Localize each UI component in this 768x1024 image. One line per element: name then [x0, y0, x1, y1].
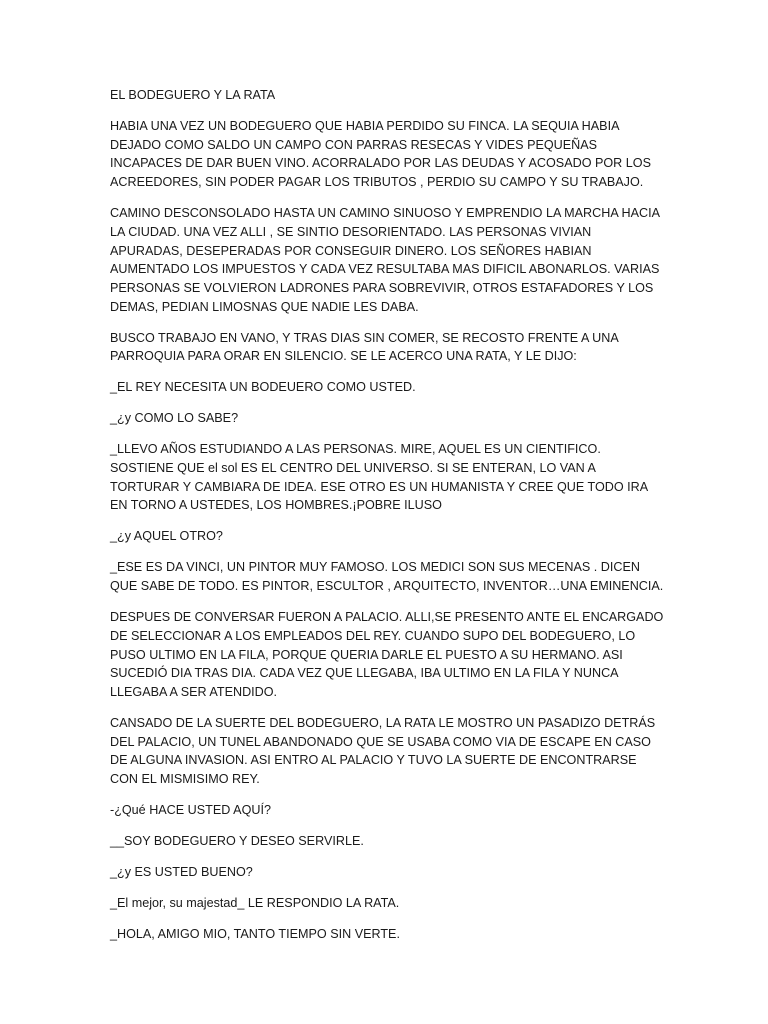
dialogue-line: _¿y COMO LO SABE?	[110, 411, 239, 426]
dialogue-line: _¿y AQUEL OTRO?	[110, 529, 223, 544]
document-body	[110, 86, 666, 956]
document-title: EL BODEGUERO Y LA RATA	[110, 88, 276, 102]
dialogue-line: _HOLA, AMIGO MIO, TANTO TIEMPO SIN VERTE.	[110, 927, 400, 942]
paragraph: BUSCO TRABAJO EN VANO, Y TRAS DIAS SIN COMER, SE RECOSTO FRENTE A UNA PARROQUIA PARA ORAR EN SILENCIO. SE LE ACERCO UNA RATA, Y LE DIJO:	[110, 330, 619, 364]
dialogue-line: _El mejor, su majestad_ LE RESPONDIO LA RATA.	[110, 896, 400, 911]
dialogue-line: __SOY BODEGUERO Y DESEO SERVIRLE.	[110, 834, 364, 849]
dialogue-line: _ESE ES DA VINCI, UN PINTOR MUY FAMOSO. LOS MEDICI SON SUS MECENAS . DICEN QUE SABE DE TODO. ES PINTOR, ESCULTOR , ARQUITECTO, INVENTOR…UNA EMINENCIA.	[110, 560, 664, 594]
dialogue-line: _¿y ES USTED BUENO?	[110, 865, 253, 880]
paragraph: CANSADO DE LA SUERTE DEL BODEGUERO, LA RATA LE MOSTRO UN PASADIZO DETRÁS DEL PALACIO, UN TUNEL ABANDONADO QUE SE USABA COMO VIA DE ESCAPE EN CASO DE ALGUNA INVASION. ASI ENTRO AL PALACIO Y TUVO LA SUERTE DE ENCONTRARSE CON EL MISMISIMO REY.	[110, 715, 656, 787]
dialogue-line: -¿Qué HACE USTED AQUÍ?	[110, 803, 271, 818]
paragraph: HABIA UNA VEZ UN BODEGUERO QUE HABIA PERDIDO SU FINCA. LA SEQUIA HABIA DEJADO COMO SALDO UN CAMPO CON PARRAS RESECAS Y VIDES PEQUEÑAS INCAPACES DE DAR BUEN VINO. ACORRALADO POR LAS DEUDAS Y ACOSADO POR LOS ACREEDORES, SIN PODER PAGAR LOS TRIBUTOS , PERDIO SU CAMPO Y SU TRABAJO.	[110, 119, 651, 190]
dialogue-line: _LLEVO AÑOS ESTUDIANDO A LAS PERSONAS. MIRE, AQUEL ES UN CIENTIFICO. SOSTIENE QUE el sol ES EL CENTRO DEL UNIVERSO. SI SE ENTERAN, LO VAN A TORTURAR Y CAMBIARA DE IDEA. ESE OTRO ES UN HUMANISTA Y CREE QUE TODO IRA EN TORNO A USTEDES, LOS HOMBRES.¡POBRE ILUSO	[110, 442, 648, 513]
paragraph: DESPUES DE CONVERSAR FUERON A PALACIO. ALLI,SE PRESENTO ANTE EL ENCARGADO DE SELECCIONAR A LOS EMPLEADOS DEL REY. CUANDO SUPO DEL BODEGUERO, LO PUSO ULTIMO EN LA FILA, PORQUE QUERIA DARLE EL PUESTO A SU HERMANO. ASI SUCEDIÓ DIA TRAS DIA. CADA VEZ QUE LLEGABA, IBA ULTIMO EN LA FILA Y NUNCA LLEGABA A SER ATENDIDO.	[110, 610, 664, 699]
paragraph: CAMINO DESCONSOLADO HASTA UN CAMINO SINUOSO Y EMPRENDIO LA MARCHA HACIA LA CIUDAD. UNA VEZ ALLI , SE SINTIO DESORIENTADO. LAS PERSONAS VIVIAN APURADAS, DESEPERADAS POR CONSEGUIR DINERO. LOS SEÑORES HABIAN AUMENTADO LOS IMPUESTOS Y CADA VEZ RESULTABA MAS DIFICIL ABONARLOS. VARIAS PERSONAS SE VOLVIERON LADRONES PARA SOBREVIVIR, OTROS ESTAFADORES Y LOS DEMAS, PEDIAN LIMOSNAS QUE NADIE LES DABA.	[110, 206, 660, 314]
dialogue-line: _EL REY NECESITA UN BODEUERO COMO USTED.	[110, 380, 416, 395]
